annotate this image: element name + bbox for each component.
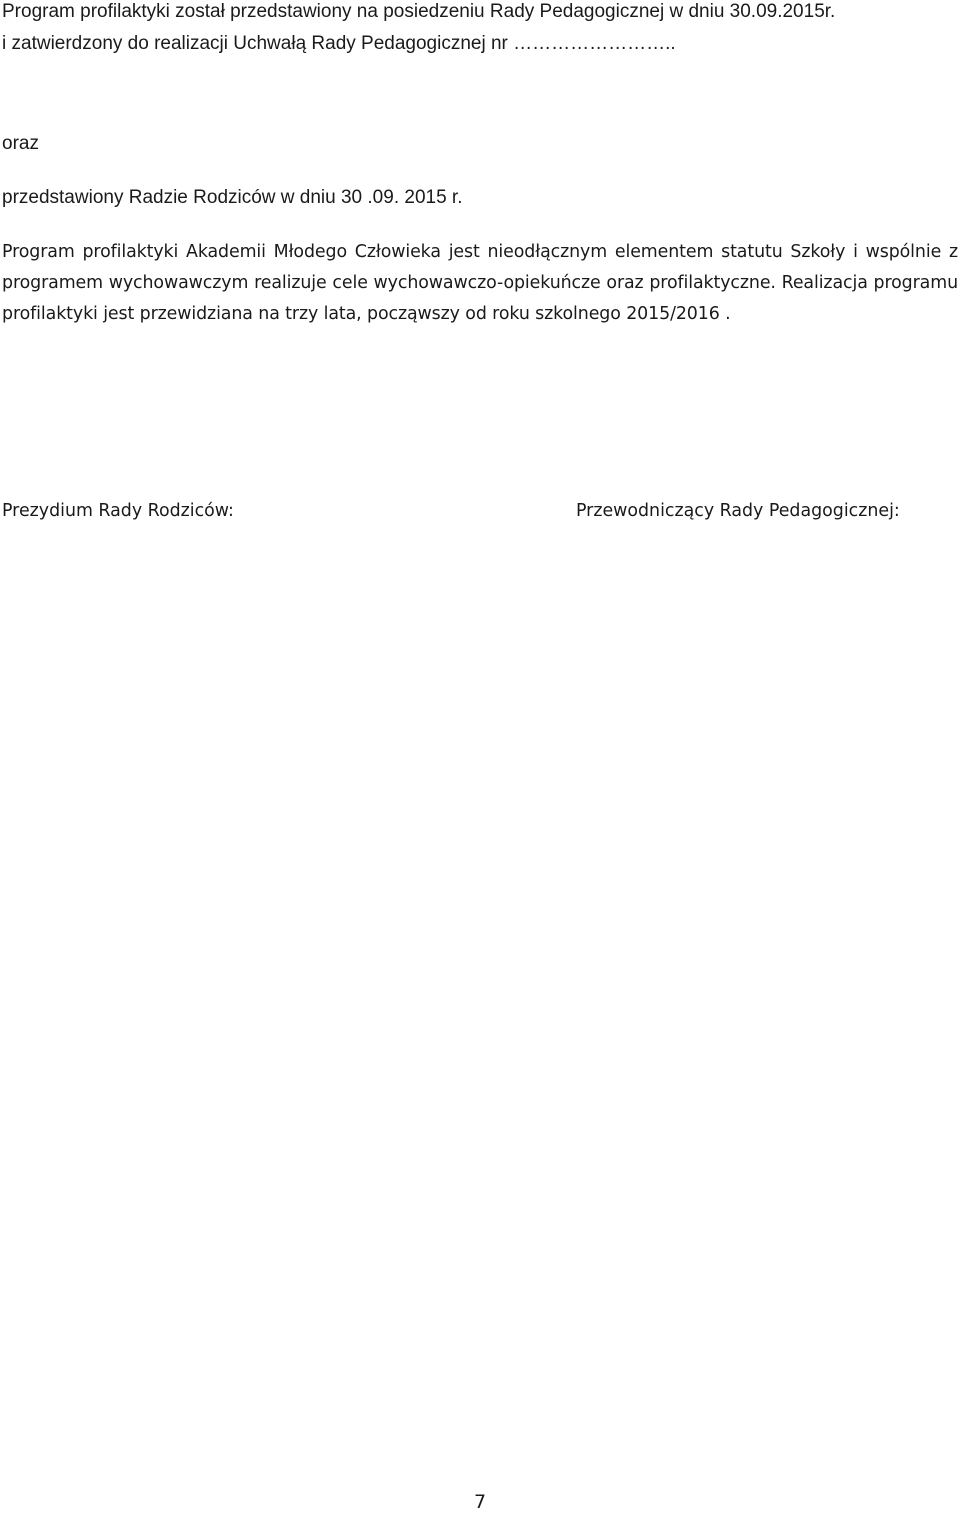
approval-statement-line: Program profilaktyki został przedstawiony na posiedzeniu Rady Pedagogicznej w dniu 30.09.2015r.: [2, 1, 836, 22]
parents-council-signature-label: Prezydium Rady Rodziców:: [2, 501, 234, 521]
resolution-statement-line: i zatwierdzony do realizacji Uchwałą Rady Pedagogicznej nr ……………………..: [2, 33, 676, 54]
pedagogical-council-signature-label: Przewodniczący Rady Pedagogicznej:: [576, 501, 900, 521]
page-number: 7: [473, 1491, 487, 1513]
parents-council-statement-line: przedstawiony Radzie Rodziców w dniu 30 .09. 2015 r.: [2, 187, 463, 208]
program-description-paragraph: Program profilaktyki Akademii Młodego Człowieka jest nieodłącznym elementem statutu Szkoły i wspólnie z programem wychowawczym realizuje cele wychowawczo-opiekuńcze oraz profilaktyczne. Realizacja programu profilaktyki jest przewidziana na trzy lata, począwszy od roku szkolnego 2015/2016 .: [2, 242, 958, 324]
conjunction-line: oraz: [2, 133, 39, 154]
